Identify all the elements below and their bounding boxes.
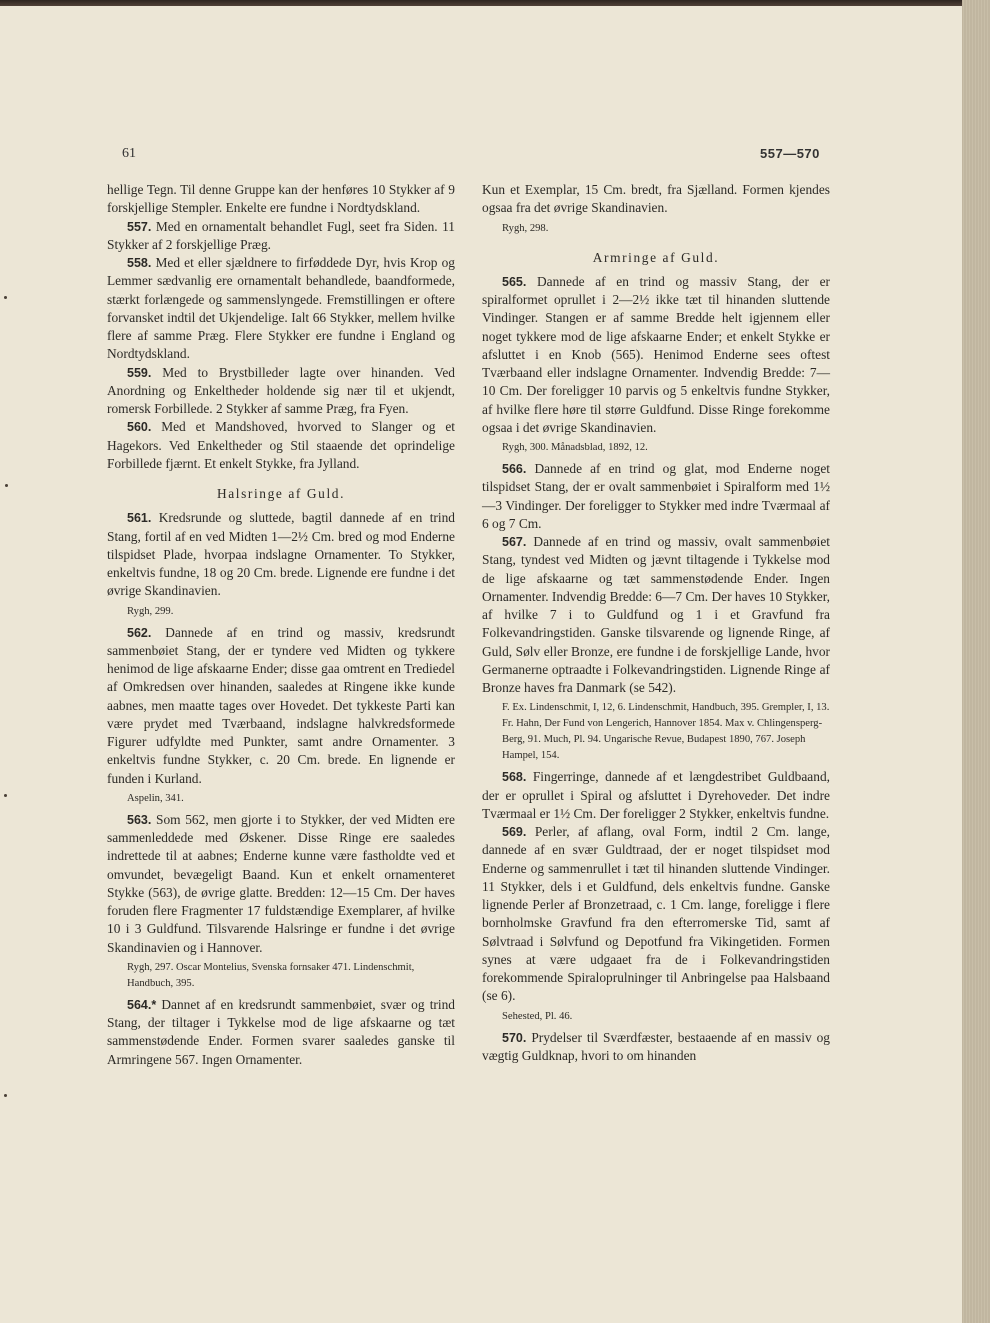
paper-speck — [5, 484, 8, 487]
catalog-entry — [482, 768, 830, 823]
entry-number: 560. — [127, 420, 152, 435]
catalog-entry — [107, 218, 455, 255]
entry-number: 570. — [502, 1030, 527, 1045]
entry-number: 567. — [502, 535, 527, 549]
source-reference: Aspelin, 341. — [127, 792, 184, 804]
page-number: 61 — [122, 146, 136, 161]
catalog-entry — [107, 811, 455, 957]
catalog-entry — [107, 996, 455, 1069]
catalog-entry — [107, 624, 455, 788]
entry-number: 561. — [127, 511, 152, 526]
catalog-entry — [107, 364, 455, 419]
catalog-entry — [482, 460, 830, 533]
source-reference: Rygh, 300. Månadsblad, 1892, 12. — [502, 442, 648, 453]
source-reference: Sehested, Pl. 46. — [502, 1010, 573, 1022]
entry-number: 566. — [502, 462, 527, 476]
entry-text: Kun et Exemplar, 15 Cm. bredt, fra Sjælland. Formen kjendes ogsaa fra det øvrige Skandinavien. — [482, 182, 830, 216]
entry-text: Med to Brystbilleder lagte over hinanden. Ved Anordning og Enkeltheder holdende sig nær til et ukjendt, romersk Forbillede. 2 Stykker af samme Præg, fra Fyen. — [107, 364, 455, 416]
entry-number: 559. — [127, 365, 152, 380]
entry-text: Prydelser til Sværdfæster, bestaaende af en massiv og vægtig Guldknap, hvori to om hinanden — [482, 1029, 830, 1063]
entry-text: Med et Mandshoved, hvorved to Slanger og et Hagekors. Ved Enkeltheder og Stil staaende det oprindelige Forbillede fjærnt. Et enkelt Stykke, fra Jylland. — [107, 419, 455, 471]
entry-number: 564.* — [127, 997, 157, 1012]
entry-text: Kredsrunde og sluttede, bagtil dannede af en trind Stang, fortil af en ved Midten 1—2½ Cm. bred og mod Enderne tilspidset Plade, hvorpaa indslagne Ornamenter. To Stykker, enkeltvis fundne, 18 og 20 Cm. brede. Lignende ere fundne i det øvrige Skandinavien. — [107, 510, 455, 599]
paragraph-continuation — [107, 181, 455, 218]
entry-number: 558. — [127, 256, 152, 270]
catalog-entry — [482, 823, 830, 1006]
left-column — [107, 181, 455, 1069]
book-page-edges — [962, 0, 990, 1323]
paper-speck — [4, 296, 7, 299]
book-page — [0, 6, 962, 1323]
source-reference: Rygh, 298. — [502, 222, 549, 234]
entry-text: Dannede af en trind og massiv, kredsrundt sammenbøiet Stang, der er tyndere ved Midten og tykkere henimod de lige afskaarne Ender; disse gaa omtrent en Trediedel af Omkredsen over hinanden, saaledes at Ringene ikke kunde aabnes, men maatte tages over Hovedet. Det tykkeste Parti kan være prydet med Tværbaand, indslagne halvkredsformede Figurer udfyldte med Punkter, samt andre Ornamenter. 3 enkeltvis fundne Stykker, c. 20 Cm. brede. En lignende er funden i Kurland. — [107, 624, 455, 786]
entry-number: 568. — [502, 770, 527, 785]
section-heading: Armringe af Guld. — [592, 249, 720, 265]
entry-text: Dannede af en trind og glat, mod Enderne noget tilspidset Stang, der er ovalt sammenbøiet i Spiralform med 1½—3 Vindinger. Der foreligger to Stykker med indre Tværmaal af 6 og 7 Cm. — [482, 461, 830, 531]
paper-speck — [4, 794, 7, 797]
right-column — [482, 181, 830, 1065]
entry-text: Som 562, men gjorte i to Stykker, der ved Midten ere sammenleddede med Øskener. Disse Ringe ere saaledes indrettede til at aabnes; Enderne kunne være fastholdte ved et omvundet, bevægeligt Baand. Kun et enkelt ornamenteret Stykke (563), de øvrige glatte. Bredden: 12—15 Cm. Der haves foruden flere Fragmenter 17 fuldstændige Exemplarer, af hvilke 10 i 3 Guldfund. Tilsvarende Halsringe er fundne i det øvrige Skandinavien og i Hannover. — [107, 811, 455, 955]
catalog-entry — [107, 254, 455, 364]
source-reference: Rygh, 299. — [127, 605, 174, 617]
entry-text: Dannet af en kredsrundt sammenbøiet, svær og trind Stang, der tiltager i Tykkelse mod de lige afskaarne og tæt sammenstødende Ender. Formen svarer saaledes ganske til Armringene 567. Ingen Ornamenter. — [107, 996, 455, 1067]
catalog-entry — [482, 273, 830, 437]
entry-text: Dannede af en trind og massiv, ovalt sammenbøiet Stang, tyndest ved Midten og jævnt tiltagende i Tykkelse mod de lige afskaarne og tæt sammenstødende Ender. Ingen Ornamenter. Indvendig Bredde: 6—7 Cm. Der haves 10 Stykker, af hvilke 7 i to Guldfund og 1 i et Gravfund fra Folkevandringstiden. Ganske tilsvarende og lignende Ringe, af Guld, Sølv eller Bronze, ere fundne i de forskjellige Lande, hvor Germanerne optraadte i Folkevandringstiden. Lignende Ringe af Bronze haves fra Danmark (se 542). — [482, 534, 830, 695]
entry-number: 563. — [127, 812, 152, 827]
source-reference: Rygh, 297. Oscar Montelius, Svenska fornsaker 471. Lindenschmit, Handbuch, 395. — [127, 961, 415, 989]
section-heading: Halsringe af Guld. — [216, 486, 346, 501]
entry-text: Med et eller sjældnere to firføddede Dyr, hvis Krop og Lemmer sædvanlig ere ornamentalt behandlede, baandformede, stærkt forlængede og sammenslyngede. Fremstillingen er oftere forvansket indtil det Ukjendelige. Ialt 66 Stykker, mellem hvilke flere af samme Præg. Flere Stykker ere fundne i England og Nordtydskland. — [107, 255, 455, 362]
paragraph-continuation — [482, 181, 830, 218]
entry-number: 557. — [127, 219, 152, 234]
catalog-entry — [107, 509, 455, 600]
entry-text: Perler, af aflang, oval Form, indtil 2 Cm. lange, dannede af en svær Guldtraad, der er noget tilspidset mod Enderne og sammenrullet i tæt til hinanden sluttende Vindinger. 11 Stykker, dels i et Guldfund, dels enkeltvis fundne. Ganske lignende Perler af Bronzetraad, c. 1 Cm. lange, foreligge i flere bornholmske Gravfund fra den efterromerske Tid, samt af Sølvtraad i Sølvfund og Depotfund fra Vikingetiden. Formen synes at være udgaaet fra de i Folkevandringstiden forekommende Spiraloprulninger til Anbringelse paa Halsbaand (se 6). — [482, 824, 830, 1004]
source-reference: F. Ex. Lindenschmit, I, 12, 6. Lindenschmit, Handbuch, 395. Grempler, I, 13. Fr. Hahn, Der Fund von Lengerich, Hannover 1854. Max v. Chlingensperg-Berg, 91. Much, Pl. 94. Ungarische Revue, Budapest 1890, 767. Joseph Hampel, 154. — [502, 702, 830, 762]
entry-text: Fingerringe, dannede af et længdestribet Guldbaand, der er oprullet i Spiral og afsluttet i Dyrehoveder. Det indre Tværmaal er 1½ Cm. Der foreligger 2 Stykker, enkeltvis fundne. — [482, 769, 830, 821]
entry-number: 565. — [502, 274, 527, 289]
catalog-entry — [482, 1029, 830, 1066]
entry-range: 557—570 — [760, 146, 820, 161]
entry-text: hellige Tegn. Til denne Gruppe kan der henføres 10 Stykker af 9 forskjellige Stempler. Enkelte ere fundne i Nordtydskland. — [107, 182, 455, 216]
paper-speck — [4, 1094, 7, 1097]
entry-number: 569. — [502, 825, 527, 839]
entry-text: Dannede af en trind og massiv Stang, der er spiralformet oprullet i 2—2½ ikke tæt til hinanden sluttende Vindinger. Stangen er af samme Bredde helt igjennem eller noget tykkere mod de lige afskaarne Ender; et enkelt Stykke er afsluttet i en Knob (565). Henimod Enderne sees oftest Tværbaand eller indslagne Ornamenter. Indvendig Bredde: 7—10 Cm. Der foreligger 10 parvis og 5 enkeltvis fundne Stykker, af hvilke flere høre til større Guldfund. Disse Ringe forekomme ogsaa i det øvrige Skandinavien. — [482, 273, 830, 435]
entry-number: 562. — [127, 625, 152, 640]
catalog-entry — [107, 418, 455, 473]
entry-text: Med en ornamentalt behandlet Fugl, seet fra Siden. 11 Stykker af 2 forskjellige Præg. — [107, 218, 455, 252]
catalog-entry — [482, 533, 830, 697]
